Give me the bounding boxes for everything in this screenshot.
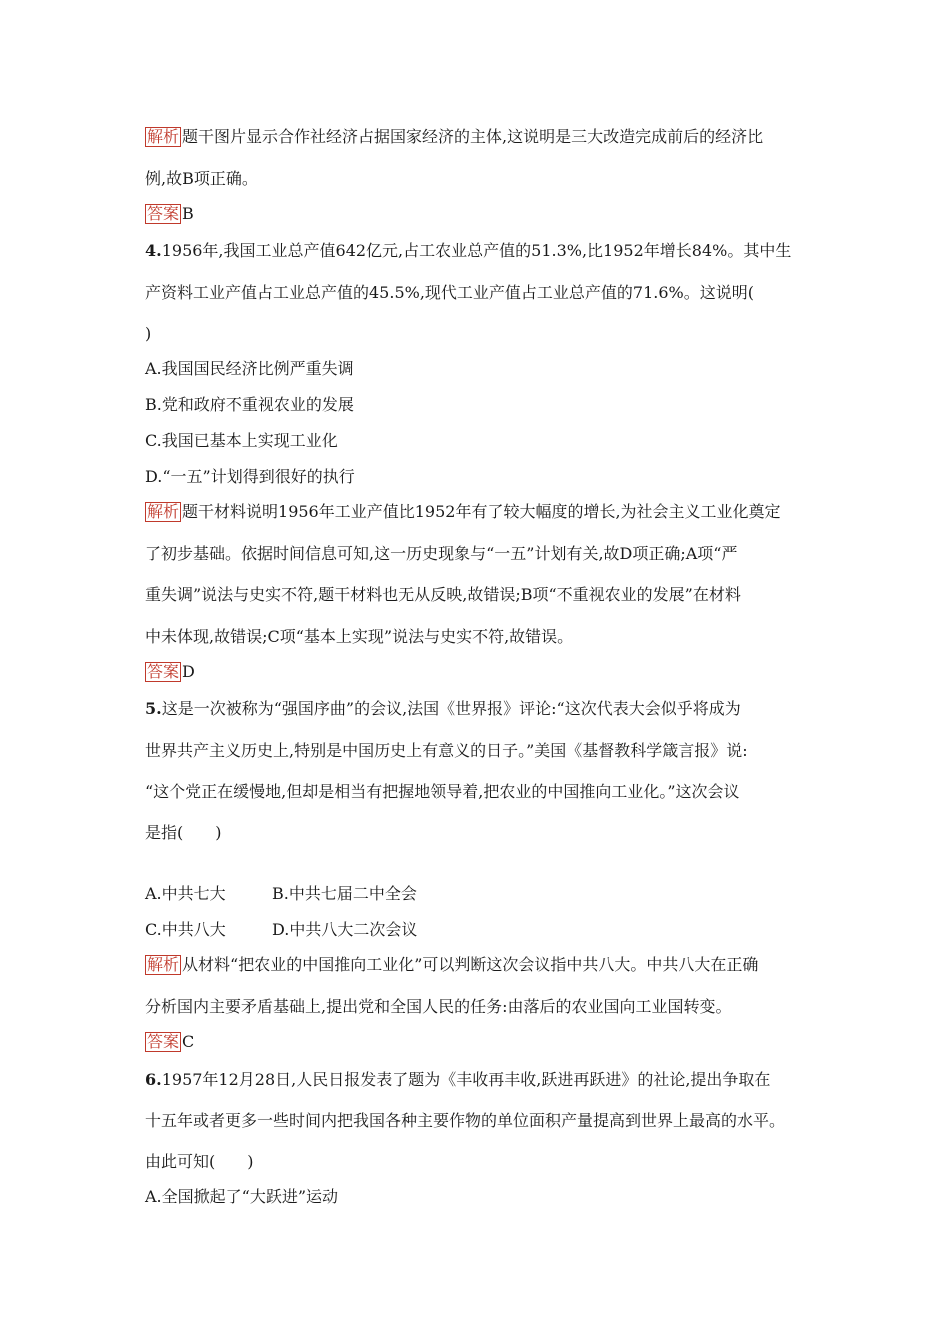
q4-analysis-line-2: 了初步基础。依据时间信息可知,这一历史现象与“一五”计划有关,故D项正确;A项“严 — [145, 544, 738, 563]
analysis-tag: 解析 — [147, 955, 180, 974]
q4-answer: 答案 D — [147, 662, 195, 681]
q4-option-b: B.党和政府不重视农业的发展 — [145, 395, 354, 414]
q5-analysis-line-2: 分析国内主要矛盾基础上,提出党和全国人民的任务:由落后的农业国向工业国转变。 — [145, 997, 732, 1016]
q3-analysis-line-1: 解析 题干图片显示合作社经济占据国家经济的主体,这说明是三大改造完成前后的经济比 — [147, 127, 764, 146]
q4-option-c: C.我国已基本上实现工业化 — [145, 431, 338, 450]
q6-stem-line-2: 十五年或者更多一些时间内把我国各种主要作物的单位面积产量提高到世界上最高的水平。 — [145, 1111, 786, 1130]
q5-stem-line-2: 世界共产主义历史上,特别是中国历史上有意义的日子。”美国《基督教科学箴言报》说: — [145, 741, 748, 760]
q5-stem-line-1: 5.这是一次被称为“强国序曲”的会议,法国《世界报》评论:“这次代表大会似乎将成为 — [145, 699, 741, 718]
q4-stem-line-3: ) — [145, 324, 152, 343]
q6-stem-line-1: 6.1957年12月28日,人民日报发表了题为《丰收再丰收,跃进再跃进》的社论,提出争取在 — [145, 1070, 771, 1089]
q6-option-a: A.全国掀起了“大跃进”运动 — [145, 1187, 339, 1206]
q5-stem-line-3: “这个党正在缓慢地,但却是相当有把握地领导着,把农业的中国推向工业化。”这次会议 — [145, 782, 740, 801]
q4-number: 4. — [145, 241, 162, 260]
q5-answer: 答案 C — [147, 1032, 195, 1051]
answer-tag: 答案 — [147, 1032, 180, 1051]
q4-option-a: A.我国国民经济比例严重失调 — [145, 359, 354, 378]
q3-analysis-line-2: 例,故B项正确。 — [145, 169, 258, 188]
q4-stem-line-2: 产资料工业产值占工业总产值的45.5%,现代工业产值占工业总产值的71.6%。这说明( — [145, 283, 754, 302]
answer-tag: 答案 — [147, 662, 180, 681]
q5-option-d: D.中共八大二次会议 — [272, 920, 418, 939]
analysis-tag: 解析 — [147, 502, 180, 521]
q5-analysis-line-1: 解析 从材料“把农业的中国推向工业化”可以判断这次会议指中共八大。中共八大在正确 — [147, 955, 759, 974]
q4-analysis-line-3: 重失调”说法与史实不符,题干材料也无从反映,故错误;B项“不重视农业的发展”在材料 — [145, 585, 741, 604]
answer-tag: 答案 — [147, 204, 180, 223]
q5-stem-line-4: 是指( ) — [145, 823, 222, 842]
q3-answer: 答案 B — [147, 204, 194, 223]
analysis-tag: 解析 — [147, 127, 180, 146]
q5-option-a: A.中共七大 — [145, 884, 226, 903]
q4-stem-line-1: 4.1956年,我国工业总产值642亿元,占工农业总产值的51.3%,比1952年增长84%。其中生 — [145, 241, 792, 260]
q4-option-d: D.“一五”计划得到很好的执行 — [145, 467, 355, 486]
q4-analysis-line-1: 解析 题干材料说明1956年工业产值比1952年有了较大幅度的增长,为社会主义工业化奠定 — [147, 502, 781, 521]
q6-number: 6. — [145, 1070, 162, 1089]
q6-stem-line-3: 由此可知( ) — [145, 1152, 254, 1171]
q4-analysis-line-4: 中未体现,故错误;C项“基本上实现”说法与史实不符,故错误。 — [145, 627, 574, 646]
q5-option-b: B.中共七届二中全会 — [272, 884, 417, 903]
q5-number: 5. — [145, 699, 162, 718]
q5-option-c: C.中共八大 — [145, 920, 226, 939]
